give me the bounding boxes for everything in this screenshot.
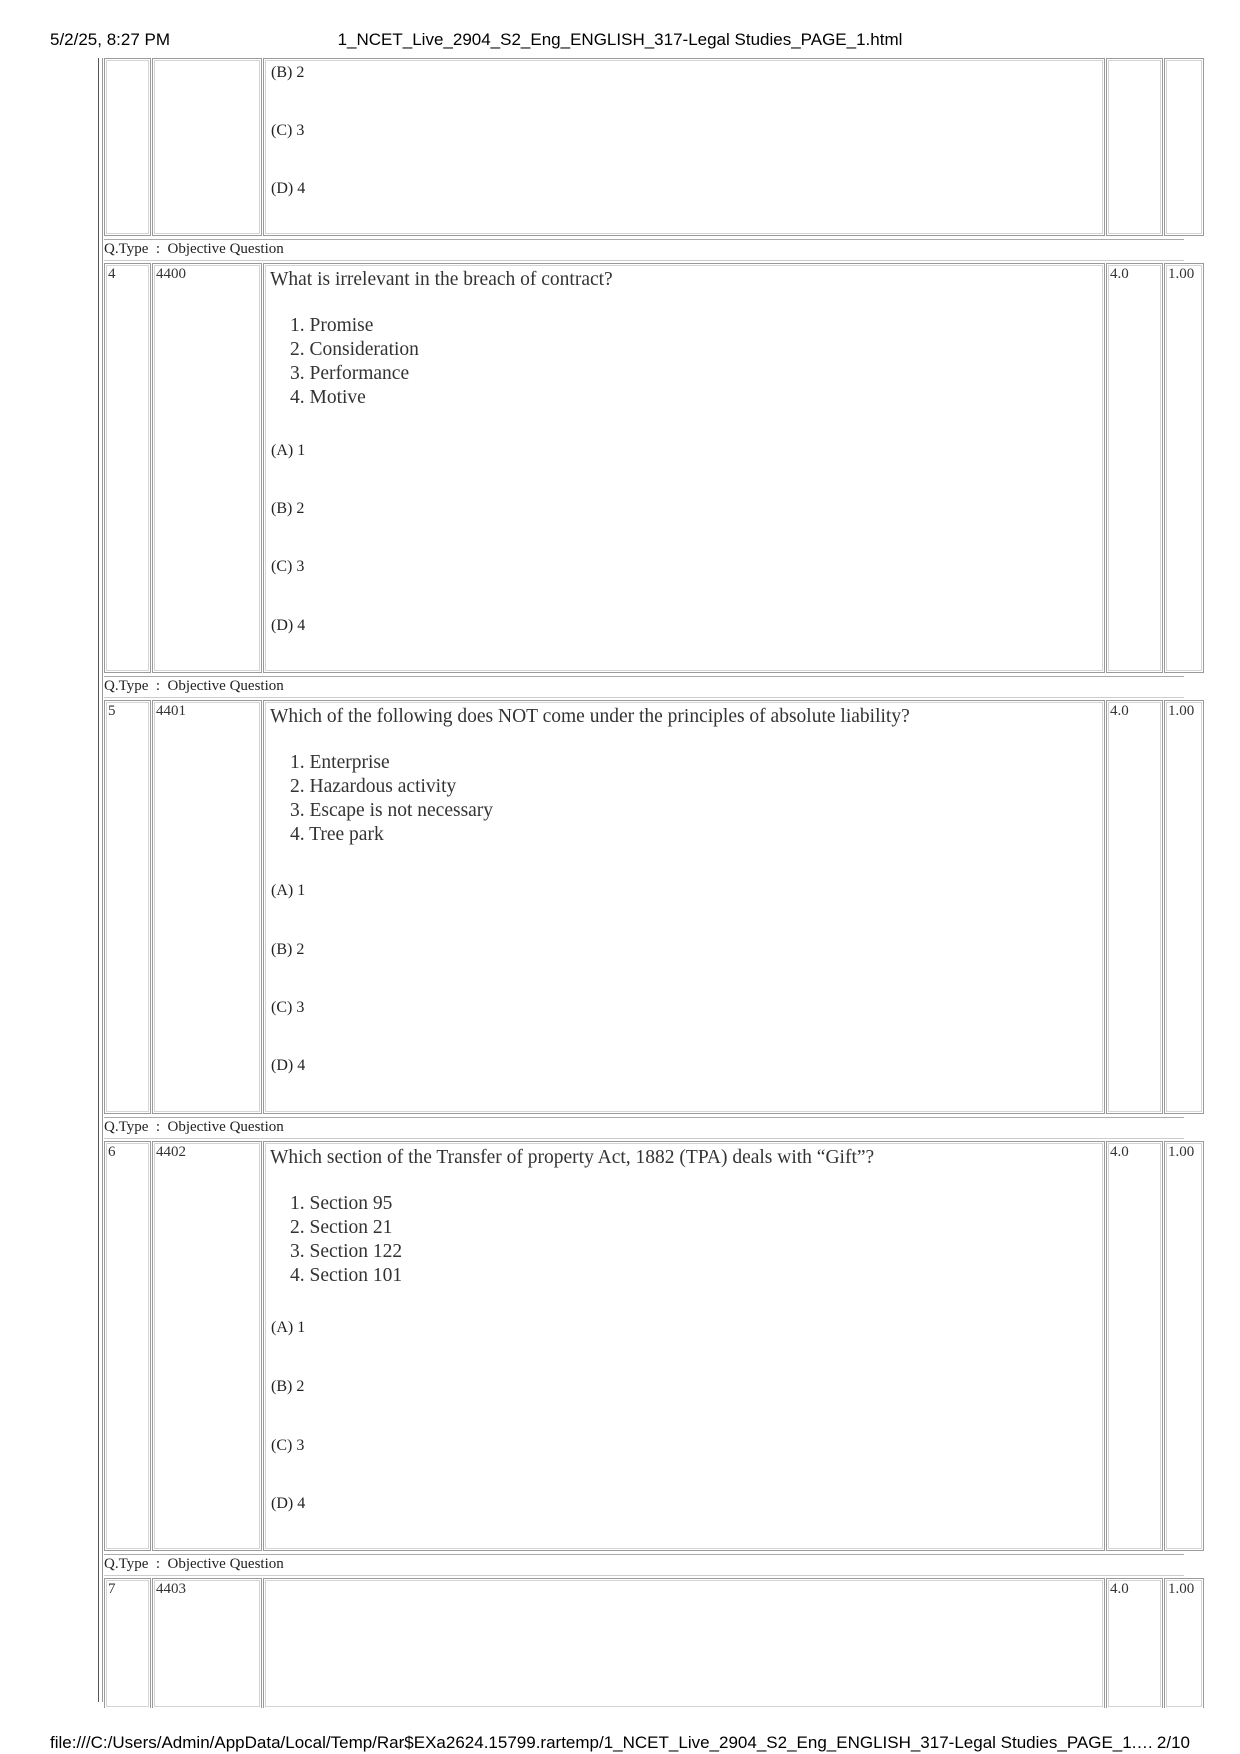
question-cell (263, 58, 1105, 236)
sno-cell (104, 263, 151, 673)
answer-option-c: (C) 3 (271, 558, 305, 575)
sno-cell (104, 1578, 151, 1708)
negative-marks-value: 1.00 (1168, 1581, 1195, 1597)
question-stem: Which section of the Transfer of property Act, 1882 (TPA) deals with “Gift”? (270, 1147, 875, 1168)
statement-item: 2. Section 21 (290, 1217, 393, 1238)
statement-item: 4. Section 101 (290, 1265, 403, 1286)
row-divider (104, 260, 1184, 261)
statement-item: 3. Performance (290, 363, 410, 384)
sno-cell (104, 58, 151, 236)
answer-option-d: (D) 4 (271, 617, 306, 634)
question-number: 4 (108, 266, 116, 282)
negative-marks-value: 1.00 (1168, 1144, 1195, 1160)
answer-option-b: (B) 2 (271, 500, 305, 517)
answer-option-b: (B) 2 (271, 1378, 305, 1395)
row-divider (104, 1575, 1184, 1576)
qtype-label: Q.Type : Objective Question (104, 1119, 284, 1135)
marks-value: 4.0 (1110, 703, 1129, 719)
statement-item: 4. Tree park (290, 824, 384, 845)
negative-cell (1164, 58, 1204, 236)
print-file-url: file:///C:/Users/Admin/AppData/Local/Temp/Rar$EXa2624.15799.rartemp/1_NCET_Live_2904_S2_Eng_ENGLISH_317-Legal Studies_PAGE_1.… (50, 1733, 1154, 1752)
qid-cell (152, 263, 262, 673)
marks-value: 4.0 (1110, 1144, 1129, 1160)
answer-option-d: (D) 4 (271, 1057, 306, 1074)
answer-option-d: (D) 4 (271, 180, 306, 197)
question-id: 4402 (156, 1144, 186, 1160)
statement-item: 1. Section 95 (290, 1193, 393, 1214)
statement-item: 2. Consideration (290, 339, 419, 360)
statement-item: 2. Hazardous activity (290, 776, 457, 797)
question-cell (263, 1578, 1105, 1708)
marks-cell (1106, 1141, 1163, 1551)
answer-option-a: (A) 1 (271, 442, 306, 459)
row-divider (104, 1117, 1184, 1118)
sno-cell (104, 700, 151, 1114)
qtype-label: Q.Type : Objective Question (104, 678, 284, 694)
question-cell (263, 263, 1105, 673)
question-number: 6 (108, 1144, 116, 1160)
marks-value: 4.0 (1110, 1581, 1129, 1597)
negative-cell (1164, 263, 1204, 673)
answer-option-c: (C) 3 (271, 999, 305, 1016)
question-stem: Which of the following does NOT come under the principles of absolute liability? (270, 706, 910, 727)
row-divider (104, 1138, 1184, 1139)
marks-cell (1106, 58, 1163, 236)
answer-option-c: (C) 3 (271, 1437, 305, 1454)
statement-item: 3. Escape is not necessary (290, 800, 494, 821)
question-id: 4403 (156, 1581, 186, 1597)
question-id: 4401 (156, 703, 186, 719)
table-left-border-inner (102, 58, 103, 1702)
row-divider (104, 239, 1184, 240)
qid-cell (152, 1141, 262, 1551)
question-number: 5 (108, 703, 116, 719)
qid-cell (152, 700, 262, 1114)
answer-option-a: (A) 1 (271, 1319, 306, 1336)
marks-value: 4.0 (1110, 266, 1129, 282)
row-divider (104, 676, 1184, 677)
print-page-number: 2/10 (1156, 1733, 1190, 1752)
table-left-border (98, 58, 99, 1702)
marks-cell (1106, 1578, 1163, 1708)
question-number: 7 (108, 1581, 116, 1597)
qtype-label: Q.Type : Objective Question (104, 1556, 284, 1572)
answer-option-b: (B) 2 (271, 64, 305, 81)
question-id: 4400 (156, 266, 186, 282)
marks-cell (1106, 700, 1163, 1114)
statement-item: 4. Motive (290, 387, 366, 408)
statement-item: 1. Promise (290, 315, 374, 336)
negative-marks-value: 1.00 (1168, 703, 1195, 719)
negative-cell (1164, 1141, 1204, 1551)
sno-cell (104, 1141, 151, 1551)
print-datetime: 5/2/25, 8:27 PM (50, 30, 171, 49)
answer-option-b: (B) 2 (271, 941, 305, 958)
marks-cell (1106, 263, 1163, 673)
row-divider (104, 697, 1184, 698)
print-file-title: 1_NCET_Live_2904_S2_Eng_ENGLISH_317-Legal Studies_PAGE_1.html (337, 30, 903, 49)
qid-cell (152, 1578, 262, 1708)
negative-cell (1164, 1578, 1204, 1708)
row-divider (104, 1554, 1184, 1555)
negative-cell (1164, 700, 1204, 1114)
answer-option-a: (A) 1 (271, 882, 306, 899)
qid-cell (152, 58, 262, 236)
question-stem: What is irrelevant in the breach of contract? (270, 269, 613, 290)
qtype-label: Q.Type : Objective Question (104, 241, 284, 257)
negative-marks-value: 1.00 (1168, 266, 1195, 282)
statement-item: 1. Enterprise (290, 752, 390, 773)
answer-option-c: (C) 3 (271, 122, 305, 139)
answer-option-d: (D) 4 (271, 1495, 306, 1512)
statement-item: 3. Section 122 (290, 1241, 403, 1262)
